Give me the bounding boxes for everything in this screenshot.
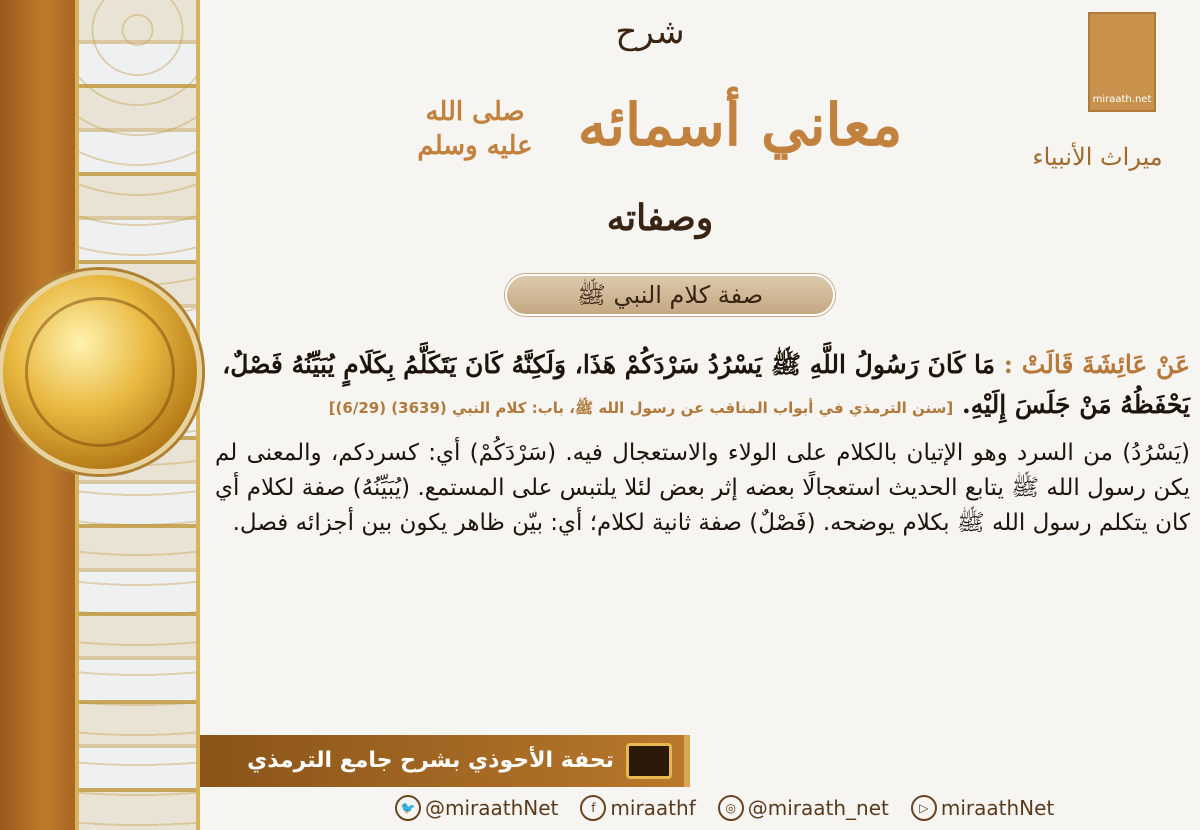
twitter-icon: 🐦 [395, 795, 421, 821]
social-handle: miraathNet [940, 796, 1055, 820]
logo-site: miraath.net [1092, 94, 1152, 105]
page-title: معاني أسمائه [577, 91, 903, 159]
topic-badge: صفة كلام النبي ﷺ [505, 274, 835, 316]
source-book-banner [200, 735, 690, 787]
social-twitter[interactable] [395, 795, 558, 821]
main-content [215, 345, 1190, 541]
site-logo [1088, 12, 1156, 112]
explanation-text: (يَسْرُدُ) من السرد وهو الإتيان بالكلام على الولاء والاستعجال فيه. (سَرْدَكُمْ) أي: كسردكم، والمعنى لم يكن رسول الله ﷺ يتابع الحديث استعجالًا بعضه إثر بعض لئلا يلتبس على المستمع. (يُبَيِّنُهُ) صفة لكلام أي كان يتكلم رسول الله ﷺ بكلام يوضحه. (فَصْلٌ) صفة ثانية لكلام؛ أي: بيّن ظاهر يكون بين أجزائه فصل. [215, 440, 1190, 536]
social-instagram[interactable] [718, 795, 889, 821]
social-handle: miraathf [610, 796, 696, 820]
social-facebook[interactable] [580, 795, 695, 821]
social-youtube[interactable] [911, 795, 1054, 821]
source-book-title: تحفة الأحوذي بشرح جامع الترمذي [247, 748, 614, 773]
hadith-narrator: عَنْ عَائِشَةَ قَالَتْ : [1003, 350, 1190, 379]
book-icon [626, 743, 672, 779]
social-links [395, 795, 1054, 821]
calligraphy-medallion [0, 270, 202, 474]
title-prefix: شرح [615, 12, 685, 52]
social-handle: @miraath_net [747, 796, 889, 820]
instagram-icon: ◎ [718, 795, 744, 821]
hadith-text [215, 345, 1190, 428]
medallion-ring [25, 297, 175, 447]
salutation: صلى الله عليه وسلم [417, 97, 533, 161]
hadith-body: مَا كَانَ رَسُولُ اللَّهِ ﷺ يَسْرُدُ سَرْدَكُمْ هَذَا، وَلَكِنَّهُ كَانَ يَتَكَلَّمُ بِكَلَامٍ يُبَيِّنُهُ فَصْلٌ، يَحْفَظُهُ مَنْ جَلَسَ إِلَيْهِ. [222, 350, 1190, 419]
facebook-icon: f [580, 795, 606, 821]
social-handle: @miraathNet [425, 796, 559, 820]
title-sub: وصفاته [606, 197, 714, 239]
logo-name: ميراث الأنبياء [1032, 143, 1163, 171]
hadith-citation: [سنن الترمذي في أبواب المناقب عن رسول الله ﷺ، باب: كلام النبي (3639) (6/29)] [328, 399, 954, 417]
youtube-icon: ▷ [911, 795, 937, 821]
